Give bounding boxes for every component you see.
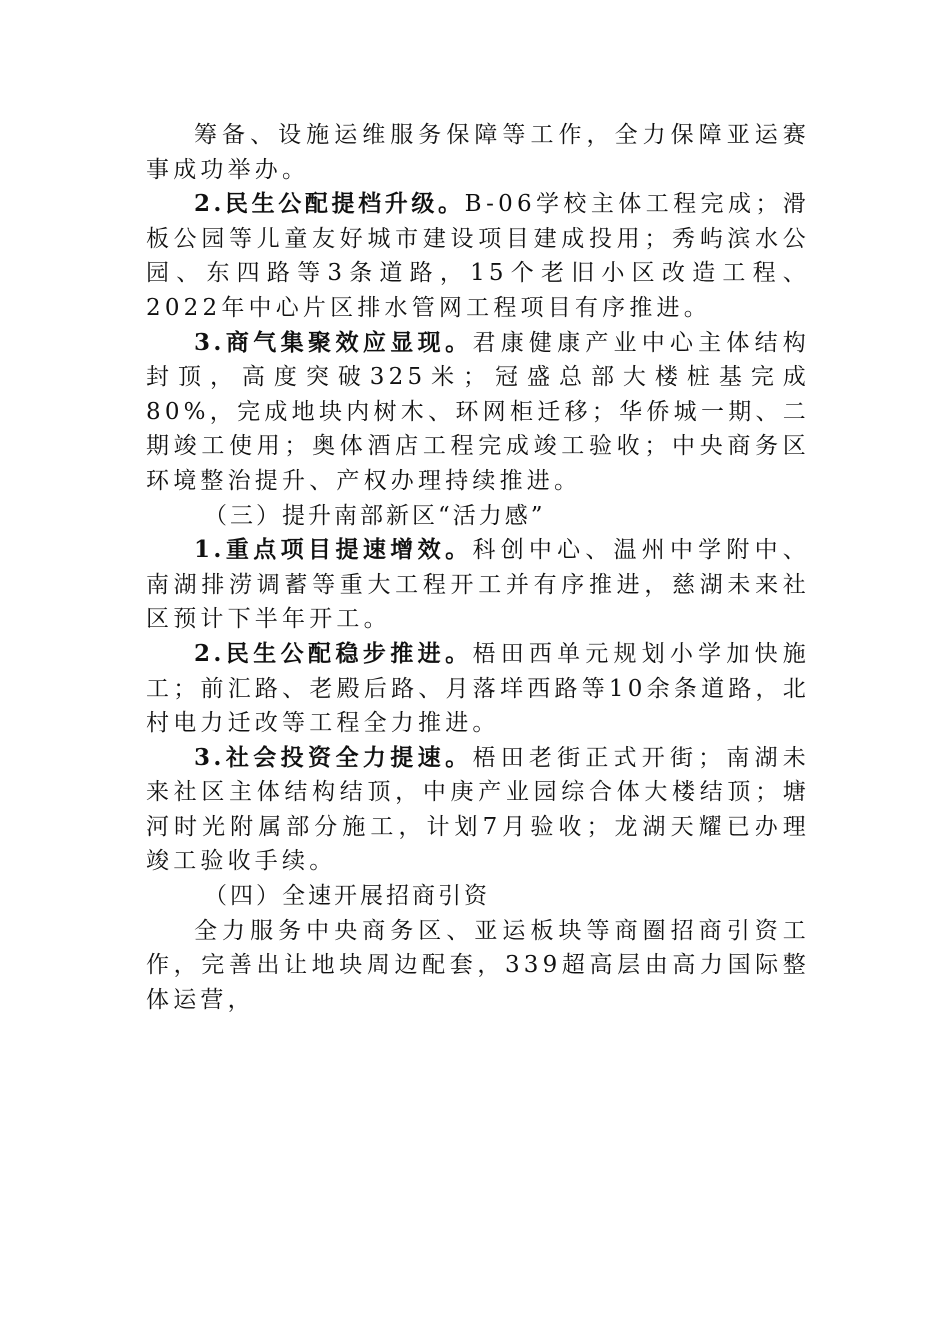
paragraph-lead: 3.社会投资全力提速。 [194,743,473,771]
document-page [146,118,810,1017]
paragraph-text: 梧田老街正式开街；南湖未来社区主体结构结顶，中庚产业园综合体大楼结顶；塘河时光附属部分施工，计划7月验收；龙湖天耀已办理竣工验收手续。 [146,744,810,875]
section-heading-text: （三）提升南部新区“活力感” [204,502,546,529]
paragraph-lead: 2.民生公配稳步推进。 [194,639,473,667]
section-heading-text: （四）全速开展招商引资 [204,883,490,910]
paragraph-continuation [146,118,810,187]
paragraph-lead: 2.民生公配提档升级。 [194,190,465,218]
paragraph-text: 筹备、设施运维服务保障等工作，全力保障亚运赛事成功举办。 [146,122,810,183]
paragraph-zhaoshang [146,914,810,1018]
paragraph-text: 科创中心、温州中学附中、南湖排涝调蓄等重大工程开工并有序推进，慈湖未来社区预计下半年开工。 [146,537,810,633]
section-heading-4 [146,879,810,914]
section-heading-3 [146,499,810,534]
paragraph-text: 梧田西单元规划小学加快施工；前汇路、老殿后路、月落垟西路等10余条道路，北村电力迁改等工程全力推进。 [146,640,810,737]
paragraph-text: 君康健康产业中心主体结构封顶，高度突破325米；冠盛总部大楼桩基完成80%，完成地块内树木、环网柜迁移；华侨城一期、二期竣工使用；奥体酒店工程完成竣工验收；中央商务区环境整治提升、产权办理持续推进。 [146,329,810,494]
paragraph-item-2-minsheng [146,187,810,325]
paragraph-text: 全力服务中央商务区、亚运板块等商圈招商引资工作，完善出让地块周边配套，339超高层由高力国际整体运营， [146,917,810,1013]
paragraph-item-3-shehui [146,741,810,879]
paragraph-lead: 3.商气集聚效应显现。 [194,328,473,356]
paragraph-lead: 1.重点项目提速增效。 [194,536,473,564]
paragraph-item-2-wenbu [146,637,810,741]
paragraph-item-3-shangqi [146,326,810,499]
paragraph-text: B-06学校主体工程完成；滑板公园等儿童友好城市建设项目建成投用；秀屿滨水公园、东四路等3条道路，15个老旧小区改造工程、2022年中心片区排水管网工程项目有序推进。 [146,191,810,321]
paragraph-item-1-zhongdian [146,533,810,637]
